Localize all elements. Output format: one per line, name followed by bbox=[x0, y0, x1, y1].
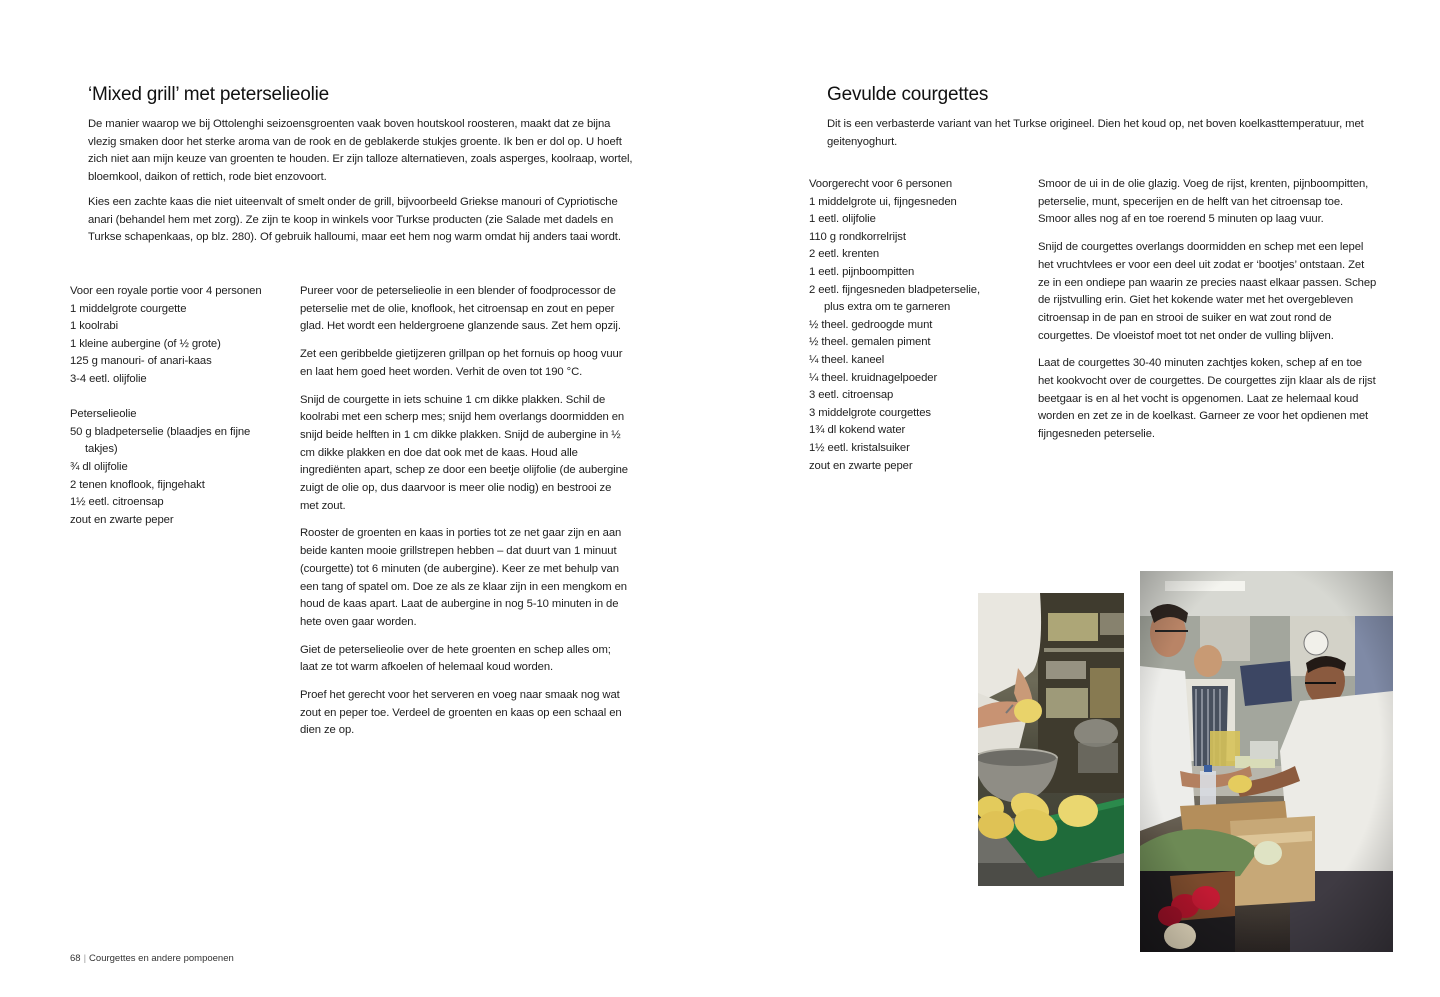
ingredient-item: ¼ theel. kruidnagelpoeder bbox=[809, 371, 938, 384]
ingredient-item: 1 eetl. pijnboompitten bbox=[809, 265, 915, 278]
chapter-title: Courgettes en andere pompoenen bbox=[89, 953, 234, 964]
photo-peeling-potatoes bbox=[978, 593, 1124, 886]
method-step: Snijd de courgette in iets schuine 1 cm dikke plakken. Schil de koolrabi met een scherp mes; snijd hem overlangs doormidden en snijd beide helften in 1 cm dikke plakken. Snijd de aubergine in ½ cm dikke plakken en doe dat ook met de kaas. Houd alle ingrediënten apart, schep ze door een beetje olijfolie (de aubergine zuigt de olie op, dus daarvoor is meer olie nodig) en bestrooi ze met zout. bbox=[300, 393, 628, 512]
ingredient-item: 3 eetl. citroensap bbox=[809, 389, 894, 402]
ingredient-item: ¼ theel. kaneel bbox=[809, 353, 885, 366]
ingredient-item-continued: takjes) bbox=[85, 443, 118, 456]
ingredient-item: 1¾ dl kokend water bbox=[809, 424, 906, 437]
method-step: Zet een geribbelde gietijzeren grillpan op het fornuis op hoog vuur en laat hem goed heet worden. Verhit de oven tot 190 °C. bbox=[300, 348, 623, 378]
ingredient-list-mixed-grill bbox=[70, 283, 285, 529]
ingredient-item: 1½ eetl. kristalsuiker bbox=[809, 441, 910, 454]
ingredient-item-continued: plus extra om te garneren bbox=[824, 301, 951, 314]
page-number: 68 bbox=[70, 953, 81, 964]
ingredient-item: 1 eetl. olijfolie bbox=[809, 213, 876, 226]
kitchen-scene-illustration bbox=[1140, 571, 1393, 952]
method-step: Rooster de groenten en kaas in porties tot ze net gaar zijn en aan beide kanten mooie grillstrepen hebben – dat duurt van 1 minuut (courgette) tot 6 minuten (de aubergine). Keer ze met behulp van een tang of spatel om. Doe ze als ze klaar zijn in een mengkom en houd de kaas apart. Laat de aubergine in nog 5-10 minuten in de hete oven gaar worden. bbox=[300, 527, 627, 628]
ingredient-item: 1 middelgrote courgette bbox=[70, 302, 187, 315]
method-step: Snijd de courgettes overlangs doormidden en schep met een lepel het vruchtvlees er voor een deel uit zodat er ‘bootjes’ ontstaan. Zet ze in een ondiepe pan waarin ze precies naast elkaar passen. Schep de rijstvulling erin. Giet het kokende water met het overgebleven citroensap in de pan en strooi de suiker en wat zout rond de courgettes. De vloeistof moet tot net onder de vulling blijven. bbox=[1038, 241, 1377, 342]
serving-size: Voorgerecht voor 6 personen bbox=[809, 178, 953, 190]
spacer bbox=[70, 389, 285, 407]
ingredient-item: 2 eetl. fijngesneden bladpeterselie, bbox=[809, 283, 981, 296]
method-step: Proef het gerecht voor het serveren en voeg naar smaak nog wat zout en peper toe. Verdeel de groenten en kaas op een schaal en dien ze op. bbox=[300, 689, 622, 737]
ingredient-item: 125 g manouri- of anari-kaas bbox=[70, 355, 212, 368]
method-step: Smoor de ui in de olie glazig. Voeg de rijst, krenten, pijnboompitten, peterselie, munt, specerijen en de helft van het citroensap toe. Smoor alles nog af en toe roerend 5 minuten op laag vuur. bbox=[1038, 178, 1369, 226]
ingredient-item: ½ theel. gedroogde munt bbox=[809, 318, 933, 331]
potato-peeling-illustration bbox=[978, 593, 1124, 886]
page-footer bbox=[70, 953, 234, 964]
footer-separator: | bbox=[83, 953, 87, 964]
ingredient-item: 1 kleine aubergine (of ½ grote) bbox=[70, 337, 221, 350]
ingredient-item: 3-4 eetl. olijfolie bbox=[70, 372, 147, 385]
ingredient-item: ½ theel. gemalen piment bbox=[809, 336, 931, 349]
recipe-title-mixed-grill: ‘Mixed grill’ met peterselieolie bbox=[88, 84, 330, 105]
method-mixed-grill bbox=[300, 283, 630, 740]
method-gevulde-courgettes bbox=[1038, 176, 1378, 444]
ingredient-item: ¾ dl olijfolie bbox=[70, 460, 128, 473]
photo-chefs-in-kitchen bbox=[1140, 571, 1393, 952]
recipe-intro-gevulde-courgettes bbox=[827, 116, 1377, 151]
intro-paragraph: Kies een zachte kaas die niet uiteenvalt of smelt onder de grill, bijvoorbeeld Griekse manouri of Cypriotische anari (behandel hem met zorg). Ze zijn te koop in winkels voor Turkse producten (zie Salade met dadels en Turkse schapenkaas, op blz. 280). Of gebruik halloumi, maar eet hem nog warm omdat hij anders taai wordt. bbox=[88, 195, 621, 244]
ingredient-item: 3 middelgrote courgettes bbox=[809, 406, 931, 419]
serving-size: Voor een royale portie voor 4 personen bbox=[70, 285, 262, 297]
ingredient-item: 1 koolrabi bbox=[70, 320, 118, 333]
ingredient-item: 1 middelgrote ui, fijngesneden bbox=[809, 195, 957, 208]
ingredient-item: 1½ eetl. citroensap bbox=[70, 496, 164, 509]
method-step: Giet de peterselieolie over de hete groenten en schep alles om; laat ze tot warm afkoelen of helemaal koud worden. bbox=[300, 643, 611, 674]
ingredient-item: 110 g rondkorrelrijst bbox=[809, 230, 906, 243]
ingredient-item: 50 g bladpeterselie (blaadjes en fijne bbox=[70, 425, 251, 438]
intro-paragraph: De manier waarop we bij Ottolenghi seizoensgroenten vaak boven houtskool roosteren, maakt dat ze bijna vlezig smaken door het sterke aroma van de rook en de geblakerde stukjes groente. Ik ben er dol op. U hoeft zich niet aan mijn keuze van groenten te houden. Er zijn talloze alternatieven, zoals asperges, koolraap, wortel, bloemkool, daikon of rettich, rode biet enzovoort. bbox=[88, 118, 633, 184]
intro-paragraph: Dit is een verbasterde variant van het Turkse origineel. Dien het koud op, net boven koelkasttemperatuur, met geitenyoghurt. bbox=[827, 118, 1364, 148]
method-step: Pureer voor de peterselieolie in een blender of foodprocessor de peterselie met de olie, knoflook, het citroensap en zout en peper glad. Het wordt een heldergroene glanzende saus. Zet hem opzij. bbox=[300, 285, 621, 333]
ingredient-item: zout en zwarte peper bbox=[70, 513, 174, 526]
ingredient-item: 2 tenen knoflook, fijngehakt bbox=[70, 478, 205, 491]
recipe-title-gevulde-courgettes: Gevulde courgettes bbox=[827, 84, 989, 105]
ingredient-subheading: Peterselieolie bbox=[70, 408, 137, 421]
recipe-intro-mixed-grill bbox=[88, 116, 636, 247]
ingredient-list-gevulde-courgettes bbox=[809, 176, 1029, 475]
method-step: Laat de courgettes 30-40 minuten zachtjes koken, schep af en toe het kookvocht over de courgettes. De courgettes zijn klaar als de rijst beetgaar is en al het vocht is opgenomen. Laat ze helemaal koud worden en zet ze in de koelkast. Garneer ze voor het opdienen met fijngesneden peterselie. bbox=[1038, 357, 1376, 441]
ingredient-item: zout en zwarte peper bbox=[809, 459, 913, 472]
ingredient-item: 2 eetl. krenten bbox=[809, 248, 880, 261]
